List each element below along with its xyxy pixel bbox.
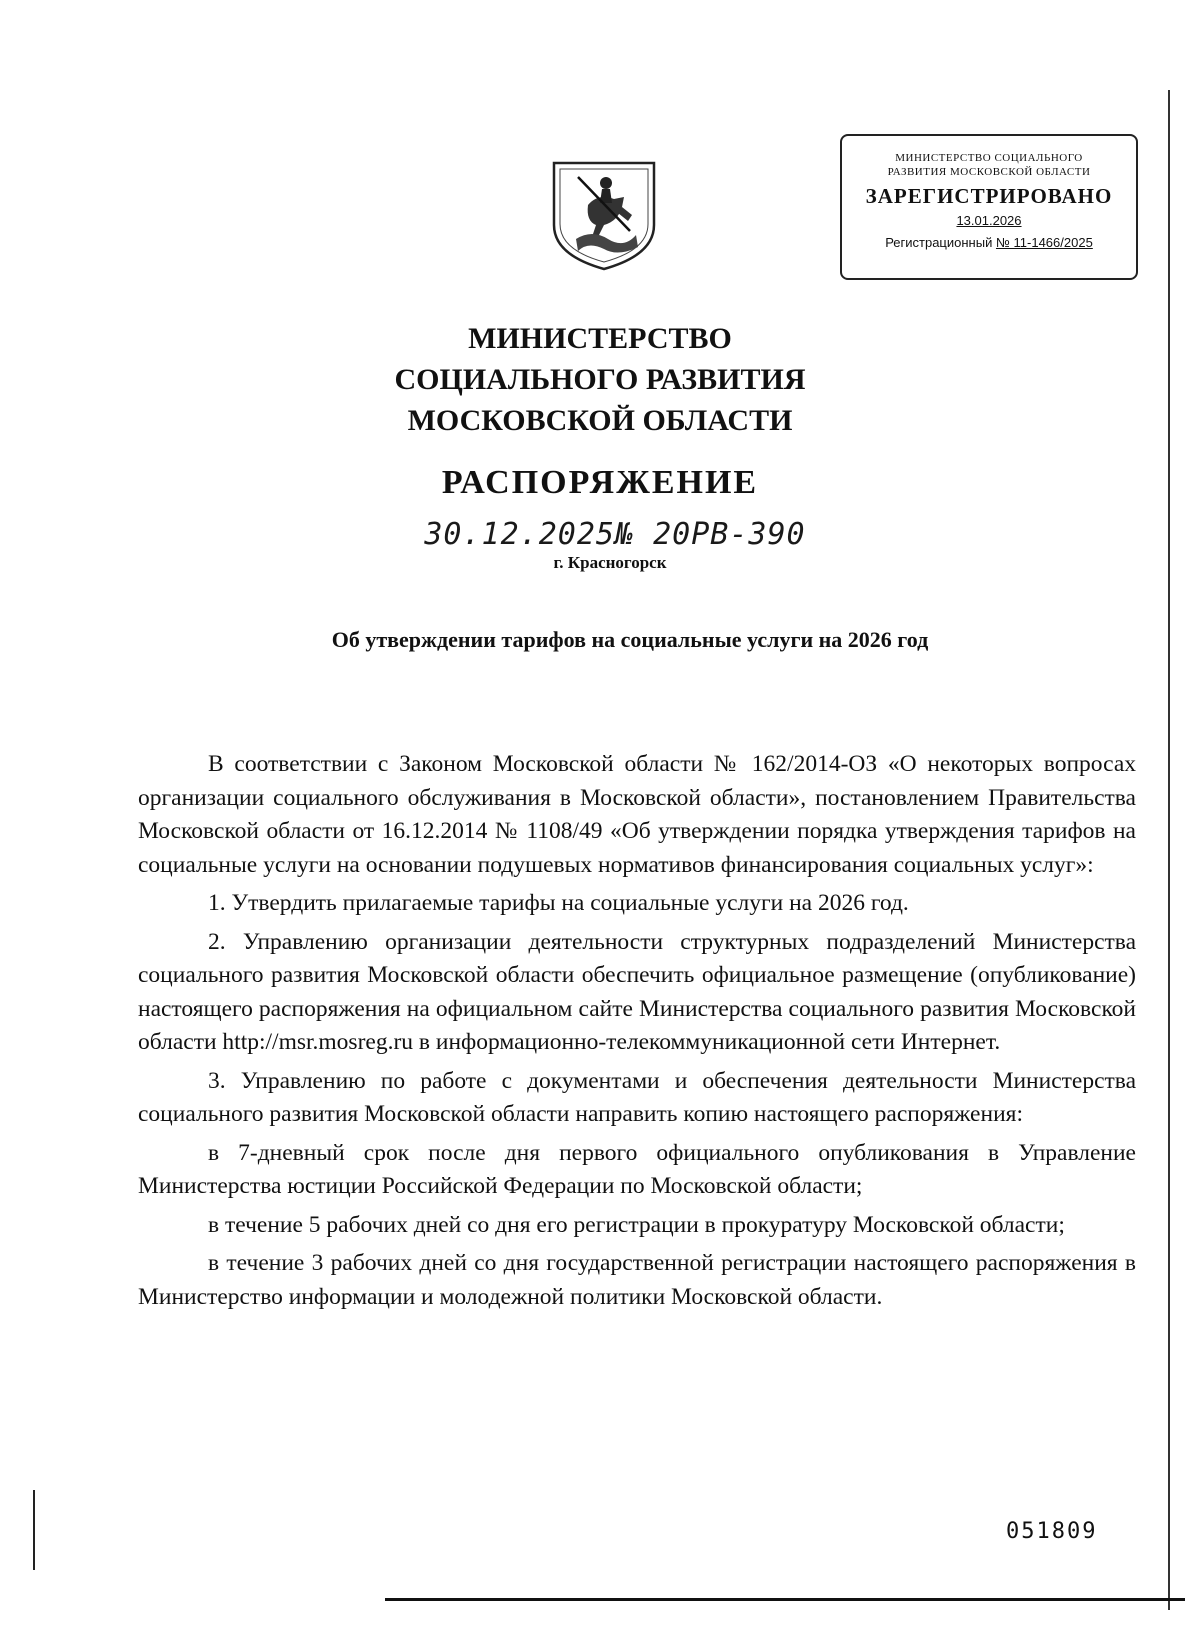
scan-edge-left [33,1490,35,1570]
item-3: 3. Управлению по работе с документами и обеспечения деятельности Министерства социального развития Московской области направить копию настоящего распоряжения: [138,1067,1136,1127]
scan-edge-bottom [385,1598,1185,1601]
item-1: 1. Утвердить прилагаемые тарифы на социальные услуги на 2026 год. [208,890,909,916]
date-number-text: 30.12.2025№ 20РВ-390 [424,517,806,552]
coat-of-arms-icon [548,155,660,273]
item-3-sub-c: в течение 3 рабочих дней со дня государственной регистрации настоящего распоряжения в Министерство информации и молодежной политики Московской области. [138,1250,1136,1310]
stamp-org-line1: МИНИСТЕРСТВО СОЦИАЛЬНОГО [895,152,1083,164]
stamp-reg-number [842,235,1136,250]
stamp-reg-label: Регистрационный [885,235,993,250]
item-3-sub-b: в течение 5 рабочих дней со дня его регистрации в прокуратуру Московской области; [208,1211,1065,1238]
document-code: 051809 [1006,1519,1098,1544]
stamp-status: ЗАРЕГИСТРИРОВАНО [865,184,1113,208]
item-3-sub-a: в 7-дневный срок после дня первого официального опубликования в Управление Министерства юстиции Российской Федерации по Московской области; [138,1139,1136,1199]
registration-stamp [840,134,1138,280]
stamp-date: 13.01.2026 [956,213,1022,228]
ministry-line-2: СОЦИАЛЬНОГО РАЗВИТИЯ [394,363,806,396]
ministry-title [300,318,900,441]
scan-edge-right [1168,90,1170,1610]
document-subject: Об утверждении тарифов на социальные услуги на 2026 год [331,627,929,652]
item-2: 2. Управлению организации деятельности структурных подразделений Министерства социального развития Московской области обеспечить официальное размещение (опубликование) настоящего распоряжения на официальном сайте Министерства социального развития Московской области http://msr.mosreg.ru в информационно-телекоммуникационной сети Интернет. [138,928,1136,1055]
handwritten-date-number [400,517,830,557]
ministry-line-1: МИНИСТЕРСТВО [468,322,732,355]
ministry-line-3: МОСКОВСКОЙ ОБЛАСТИ [407,404,793,437]
city: г. Красногорск [553,553,667,572]
intro-paragraph: В соответствии с Законом Московской области № 162/2014-ОЗ «О некоторых вопросах организации социального обслуживания в Московской области», постановлением Правительства Московской области от 16.12.2014 № 1108/49 «Об утверждении порядка утверждения тарифов на социальные услуги на основании подушевых нормативов финансирования социальных услуг»: [138,751,1136,878]
stamp-reg-value: № 11-1466/2025 [995,235,1093,250]
document-body [138,748,1136,1314]
stamp-org-line2: РАЗВИТИЯ МОСКОВСКОЙ ОБЛАСТИ [887,166,1091,178]
document-type: РАСПОРЯЖЕНИЕ [441,464,759,501]
